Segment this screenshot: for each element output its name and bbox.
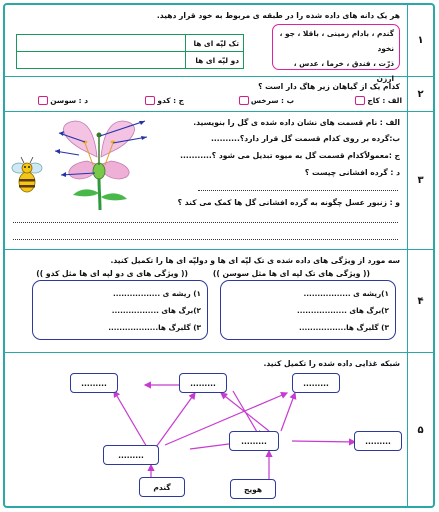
option-c[interactable] [145, 96, 184, 105]
q3-line-b: ب:گرده بر روی کدام قسمت گل قرار دارد؟.......... [210, 134, 400, 143]
dicot-trait-2[interactable]: ۲)برگ های ................. [111, 306, 201, 315]
food-web-node-blank[interactable]: ......... [103, 445, 159, 465]
dicot-title: (( ویژگی های ی دو لپه ای ها مثل کدو )) [36, 269, 188, 278]
option-c-checkbox[interactable] [145, 96, 155, 105]
option-b[interactable] [239, 96, 294, 105]
question-number: ۱ [407, 5, 433, 76]
question-number: ۵ [407, 353, 433, 508]
q4-instruction: سه مورد از ویژگی های داده شده ی تک لپّه ای ها و دولپّه ای ها را تکمیل کنید. [110, 256, 400, 265]
answer-line[interactable] [198, 190, 398, 191]
category-monocot-answer[interactable] [17, 35, 186, 52]
monocot-title: (( ویژگی های تک لپه ای ها مثل سوسن )) [212, 269, 370, 278]
food-web-node-carrot: هویج [230, 479, 276, 499]
category-monocot-label: تک لپّه ای ها [186, 35, 244, 52]
food-web-node-blank[interactable]: ......... [229, 431, 279, 451]
dicot-trait-1[interactable]: ۱) ریشه ی ................. [112, 289, 201, 298]
option-a[interactable] [355, 96, 402, 105]
worksheet [3, 3, 435, 508]
q3-line-d: د : گرده افشانی چیست ؟ [304, 168, 400, 177]
category-dicot-label: دو لپّه ای ها [186, 52, 244, 69]
dicot-traits-box [32, 280, 208, 340]
answer-line[interactable] [13, 222, 398, 223]
dicot-trait-3[interactable]: ۳) گلبرگ ها.................. [108, 323, 201, 332]
question-1 [5, 5, 433, 83]
food-web-node-blank[interactable]: ......... [354, 431, 402, 451]
question-number: ۲ [407, 77, 433, 111]
option-a-checkbox[interactable] [355, 96, 365, 105]
word-list-line-2: ذرّت ، فندق ، خرما ، عدس ، ارزن [293, 59, 394, 83]
option-d[interactable] [38, 96, 88, 105]
monocot-trait-2[interactable]: ۲)برگ های .................. [296, 306, 389, 315]
question-number: ۳ [407, 112, 433, 249]
question-4 [5, 250, 433, 353]
food-web-node-blank[interactable]: ......... [292, 373, 340, 393]
q2-question: کدام یک از گیاهان زیر هاگ دار است ؟ [258, 82, 400, 91]
flower-diagram [51, 115, 159, 211]
option-c-label: ج : کدو [157, 96, 184, 105]
option-a-label: الف : کاج [367, 96, 402, 105]
monocot-traits-box [220, 280, 396, 340]
word-list-box [272, 24, 400, 83]
question-3 [5, 112, 433, 250]
food-web-node-wheat: گندم [139, 477, 185, 497]
question-2 [5, 77, 433, 112]
food-web-node-blank[interactable]: ......... [70, 373, 118, 393]
monocot-trait-3[interactable]: ۳) گلبرگ ها................. [298, 323, 389, 332]
word-list-line-1: گندم ، بادام زمینی ، باقلا ، جو ، نخود [279, 29, 394, 53]
bee-icon [9, 154, 45, 196]
category-dicot-answer[interactable] [17, 52, 186, 69]
option-d-label: د : سوسن [50, 96, 88, 105]
q3-line-e: و : زنبور عسل چگونه به گرده افشانی گل ها کمک می کند ؟ [177, 198, 400, 207]
question-number: ۴ [407, 250, 433, 352]
food-web-node-blank[interactable]: ......... [179, 373, 227, 393]
option-b-label: ب : سرخس [250, 96, 294, 105]
monocot-trait-1[interactable]: ۱)ریشه ی ................. [303, 289, 389, 298]
q3-line-c: ج :معمولاًکدام قسمت گل به میوه تبدیل می شود ؟........... [180, 151, 400, 160]
question-5 [5, 353, 433, 508]
q1-instruction: هر یک دانه های داده شده را در طبقه ی مربوط به خود قرار دهید. [156, 11, 400, 20]
answer-line[interactable] [13, 239, 398, 240]
q3-line-a: الف : نام قسمت های نشان داده شده ی گل را بنویسید. [193, 118, 400, 127]
option-b-checkbox[interactable] [239, 96, 249, 105]
category-table [16, 34, 244, 69]
q5-instruction: شبکه غذایی داده شده را تکمیل کنید. [263, 359, 400, 368]
option-d-checkbox[interactable] [38, 96, 48, 105]
